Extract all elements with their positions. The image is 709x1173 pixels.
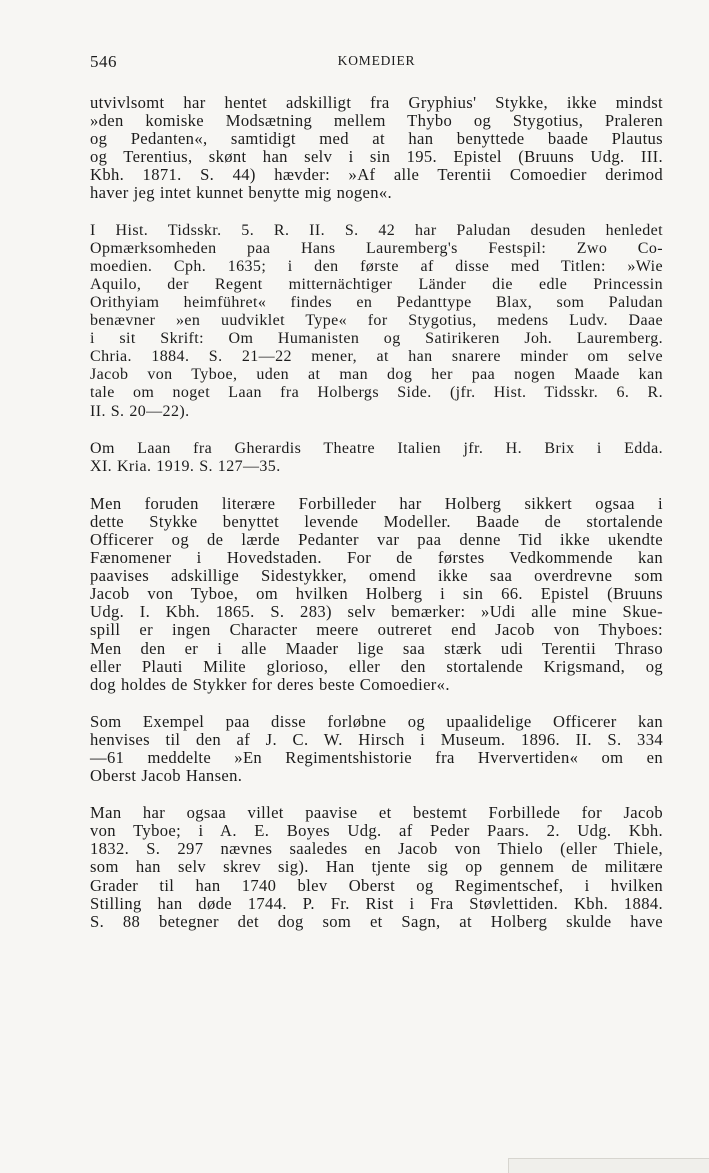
text-line: moedien. Cph. 1635; i den første af disse med Titlen: »Wie [90, 257, 663, 275]
text-line: Grader til han 1740 blev Oberst og Regimentschef, i hvilken [90, 875, 663, 895]
running-title: KOMEDIER [337, 53, 416, 68]
text-line: paavises adskillige Sidestykker, omend ikke saa overdrevne som [90, 566, 663, 586]
text-line: Jacob von Tyboe, om hvilken Holberg i sin 66. Epistel (Bruuns [90, 584, 663, 604]
text-line: XI. Kria. 1919. S. 127—35. [90, 457, 281, 475]
text-line: benævner »en uudviklet Type« for Stygotius, medens Ludv. Daae [90, 312, 663, 330]
text-line: Officerer og de lærde Pedanter var paa denne Tid ikke ukendte [90, 529, 663, 549]
running-header [90, 52, 663, 72]
paragraph-2 [90, 222, 663, 421]
text-line: henvises til den af J. C. W. Hirsch i Museum. 1896. II. S. 334 [90, 729, 663, 749]
paragraph-5 [90, 713, 663, 785]
text-line: tale om noget Laan fra Holbergs Side. (jfr. Hist. Tidsskr. 6. R. [90, 384, 663, 402]
body-text [90, 94, 663, 931]
text-line: Man har ogsaa villet paavise et bestemt Forbillede for Jacob [90, 803, 663, 823]
text-line: Fænomener i Hovedstaden. For de førstes Vedkommende kan [90, 548, 663, 568]
text-line: S. 88 betegner det dog som et Sagn, at Holberg skulde have [90, 911, 663, 931]
text-line: I Hist. Tidsskr. 5. R. II. S. 42 har Paludan desuden henledet [90, 221, 663, 239]
text-line: Men foruden literære Forbilleder har Holberg sikkert ogsaa i [90, 493, 663, 513]
paragraph-6 [90, 804, 663, 931]
text-line: Orithyiam heimführet« findes en Pedanttype Blax, som Paludan [90, 293, 663, 311]
text-line: Aquilo, der Regent mitternächtiger Länder die edle Princessin [90, 275, 663, 293]
text-line: von Tyboe; i A. E. Boyes Udg. af Peder Paars. 2. Udg. Kbh. [90, 821, 663, 841]
text-line: Opmærksomheden paa Hans Lauremberg's Festspil: Zwo Co- [90, 239, 663, 257]
text-line: Jacob von Tyboe, uden at man dog her paa nogen Maade kan [90, 366, 663, 384]
text-line: Om Laan fra Gherardis Theatre Italien jfr. H. Brix i Edda. [90, 439, 663, 457]
text-line: Men den er i alle Maader lige saa stærk udi Terentii Thraso [90, 638, 663, 658]
text-line: dog holdes de Stykker for deres beste Comoedier«. [90, 674, 450, 694]
text-line: Chria. 1884. S. 21—22 mener, at han snarere minder om selve [90, 348, 663, 366]
text-line: Som Exempel paa disse forløbne og upaalidelige Officerer kan [90, 711, 663, 731]
text-line: og Pedanten«, samtidigt med at han benyttede baade Plautus [90, 129, 663, 149]
text-line: haver jeg intet kunnet benytte mig nogen«. [90, 183, 393, 203]
text-line: Kbh. 1871. S. 44) hævder: »Af alle Terentii Comoedier derimod [90, 165, 663, 185]
text-line: spill er ingen Character meere outreret end Jacob von Thyboes: [90, 620, 663, 640]
text-line: utvivlsomt har hentet adskilligt fra Gryphius' Stykke, ikke mindst [90, 93, 663, 112]
text-line: II. S. 20—22). [90, 402, 190, 420]
text-line: —61 meddelte »En Regimentshistorie fra Hververtiden« om en [90, 748, 663, 767]
text-line: i sit Skrift: Om Humanisten og Satirikeren Joh. Lauremberg. [90, 330, 663, 348]
text-line: og Terentius, skønt han selv i sin 195. Epistel (Bruuns Udg. III. [90, 147, 663, 167]
paragraph-4 [90, 495, 663, 694]
paragraph-3 [90, 440, 663, 476]
text-line: eller Plauti Milite glorioso, eller den stortalende Krigsmand, og [90, 656, 663, 676]
text-line: dette Stykke benyttet levende Modeller. Baade de stortalende [90, 511, 663, 531]
page-number: 546 [90, 52, 117, 71]
text-line: Oberst Jacob Hansen. [90, 766, 243, 786]
text-line: som han selv skrev sig). Han tjente sig op gennem de militære [90, 857, 663, 877]
paragraph-1 [90, 94, 663, 203]
text-line: »den komiske Modsætning mellem Thybo og Stygotius, Praleren [90, 111, 663, 131]
text-line: Udg. I. Kbh. 1865. S. 283) selv bemærker: »Udi alle mine Skue- [90, 602, 663, 622]
text-line: Stilling han døde 1744. P. Fr. Rist i Fra Støvlettiden. Kbh. 1884. [90, 893, 663, 913]
scan-edge-artifact [508, 1158, 709, 1173]
text-line: 1832. S. 297 nævnes saaledes en Jacob von Thielo (eller Thiele, [90, 839, 663, 859]
